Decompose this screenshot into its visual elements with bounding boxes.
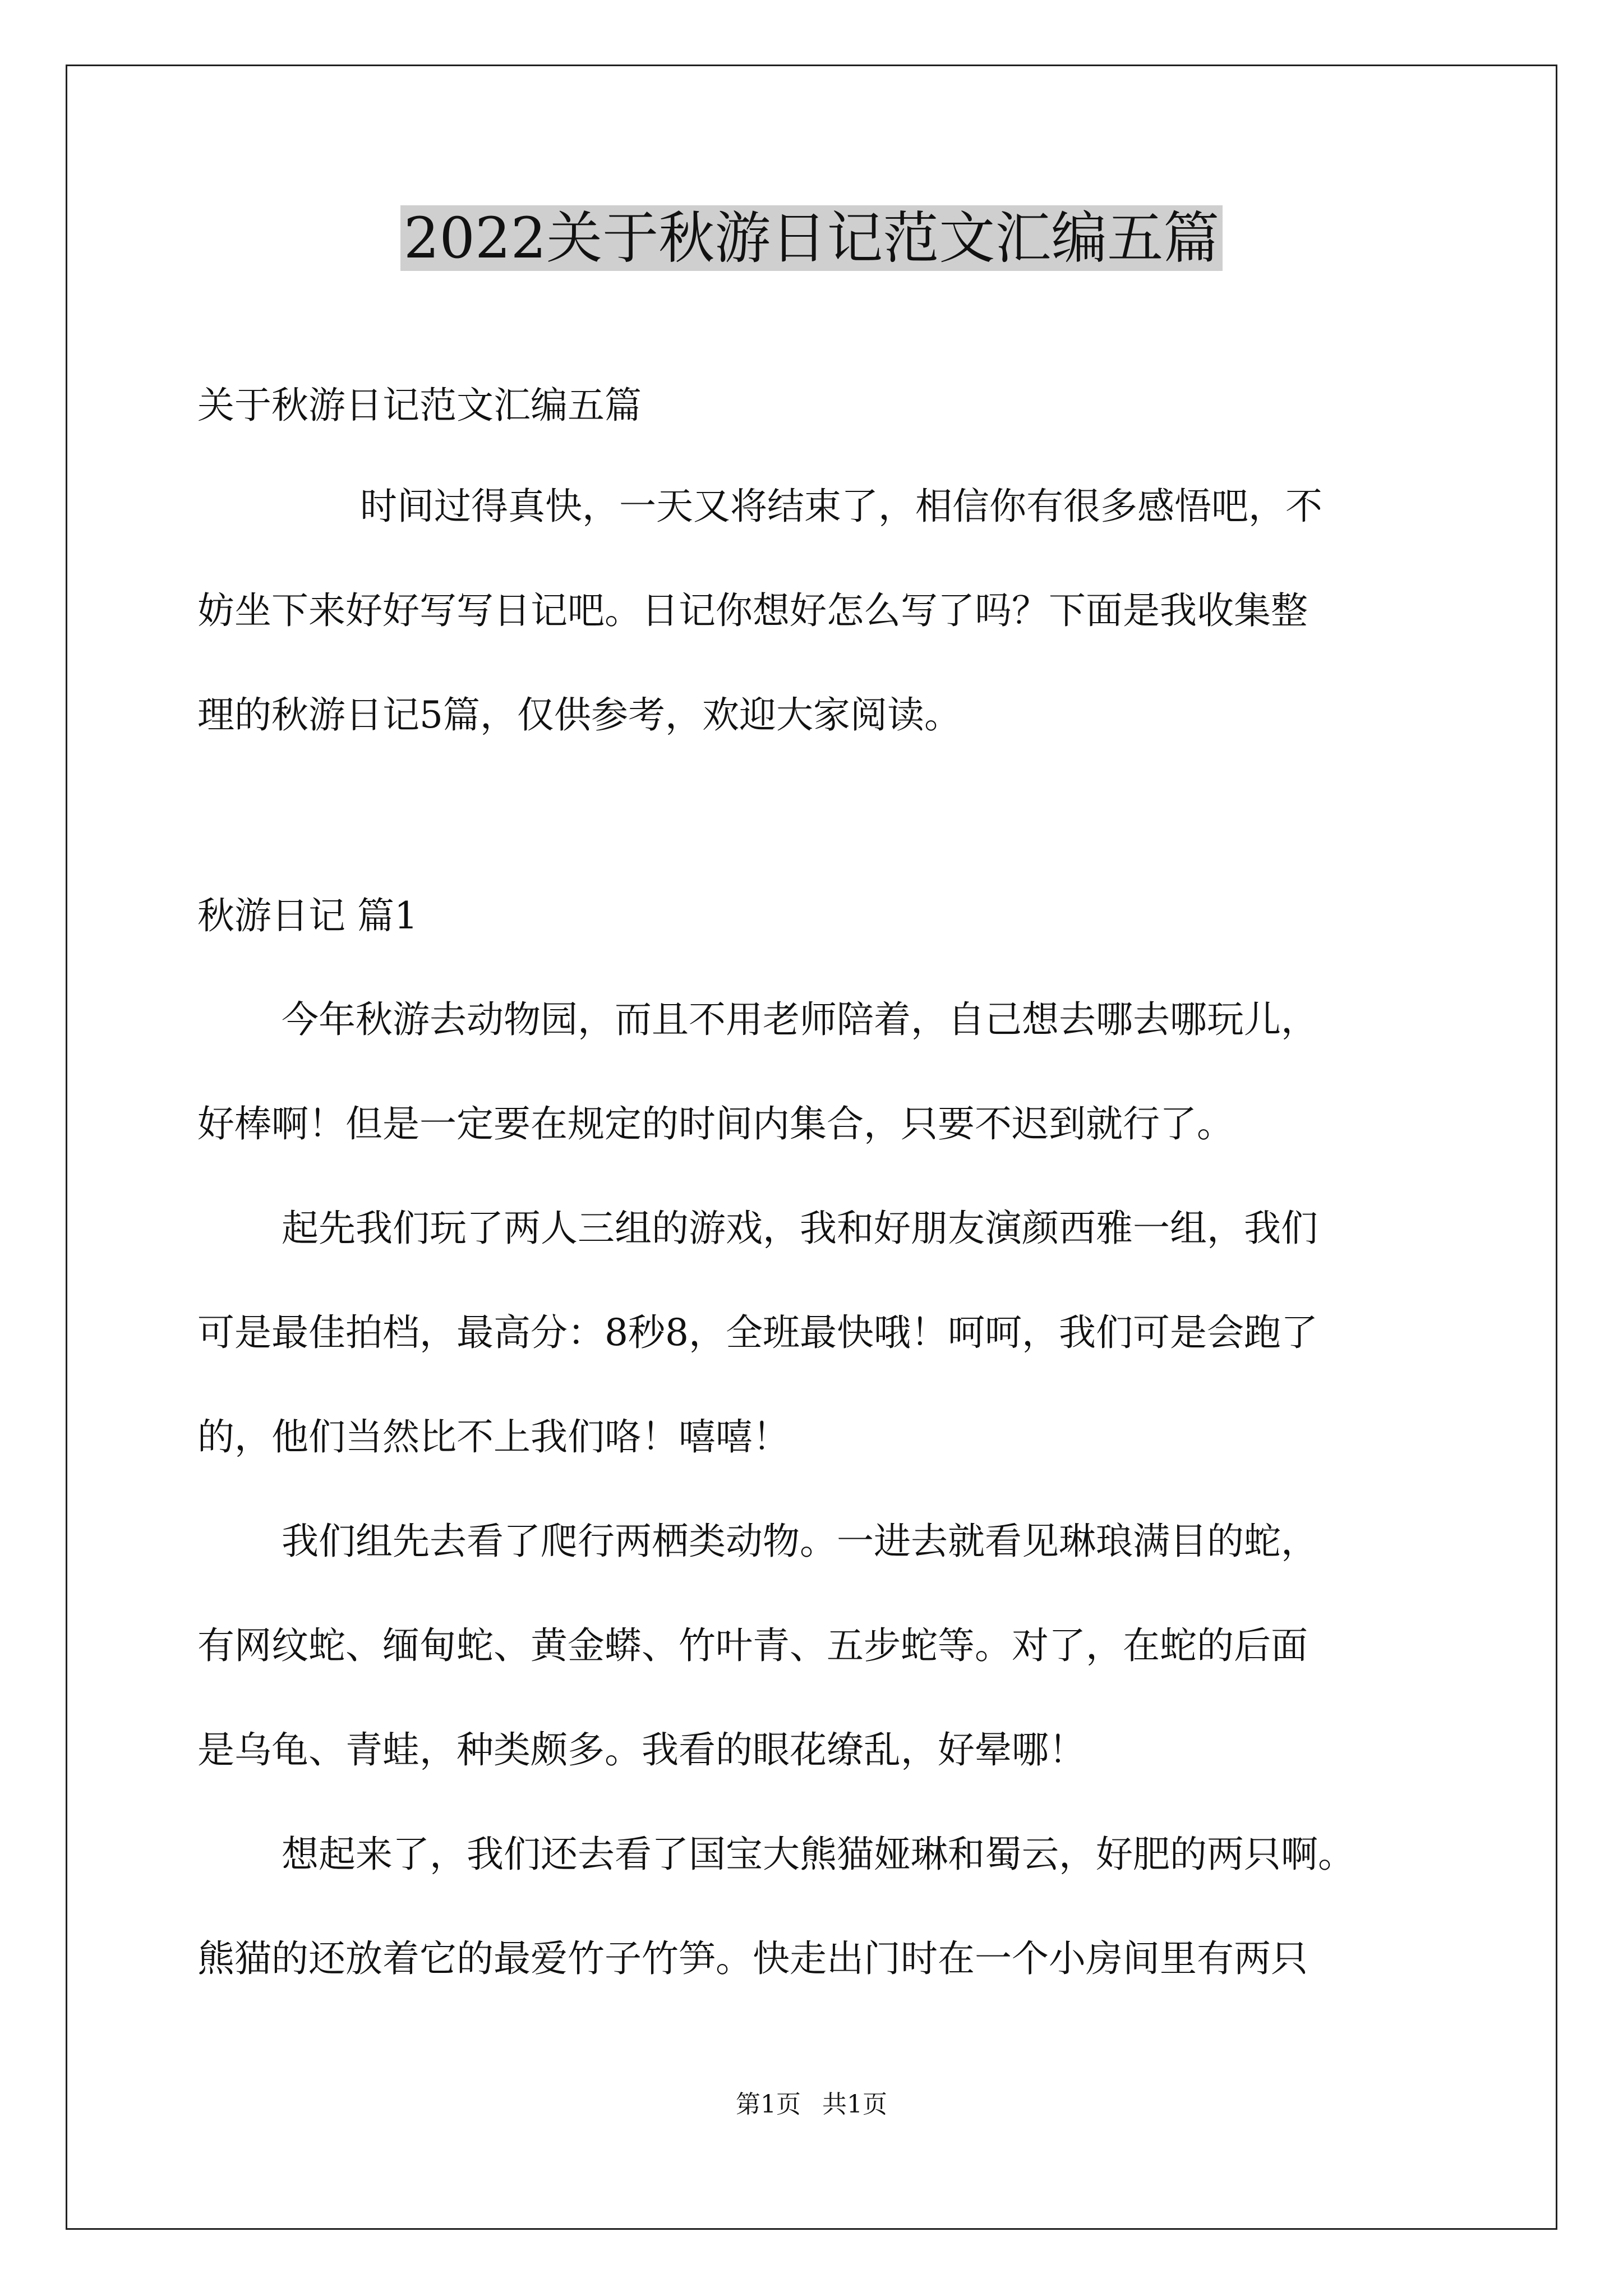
paragraph-line: 有网纹蛇、缅甸蛇、黄金蟒、竹叶青、五步蛇等。对了，在蛇的后面: [197, 1624, 1308, 1667]
paragraph-line: 今年秋游去动物园，而且不用老师陪着，自己想去哪去哪玩儿，: [282, 998, 1318, 1041]
intro-line: 妨坐下来好好写写日记吧。日记你想好怎么写了吗？下面是我收集整: [197, 589, 1308, 632]
paragraph-line: 可是最佳拍档，最高分：8秒8，全班最快哦！呵呵，我们可是会跑了: [197, 1311, 1318, 1354]
paragraph-line: 起先我们玩了两人三组的游戏，我和好朋友演颜西雅一组，我们: [282, 1207, 1318, 1250]
paragraph-line: 想起来了，我们还去看了国宝大熊猫娅琳和蜀云，好肥的两只啊。: [282, 1833, 1355, 1876]
document-subtitle: 关于秋游日记范文汇编五篇: [197, 384, 642, 427]
document-title: [0, 199, 1623, 278]
intro-line: 理的秋游日记5篇，仅供参考，欢迎大家阅读。: [197, 693, 961, 737]
paragraph-line: 是乌龟、青蛙，种类颇多。我看的眼花缭乱，好晕哪！: [197, 1728, 1086, 1772]
section-heading: 秋游日记 篇1: [197, 894, 418, 937]
paragraph-line: 熊猫的还放着它的最爱竹子竹笋。快走出门时在一个小房间里有两只: [197, 1937, 1308, 1980]
paragraph-line: 我们组先去看了爬行两栖类动物。一进去就看见琳琅满目的蛇，: [282, 1520, 1318, 1563]
paragraph-line: 好棒啊！但是一定要在规定的时间内集合，只要不迟到就行了。: [197, 1102, 1234, 1145]
page-footer: 第1页 共1页: [736, 2090, 887, 2119]
intro-line: 时间过得真快，一天又将结束了，相信你有很多感悟吧，不: [360, 485, 1322, 528]
paragraph-line: 的，他们当然比不上我们咯！嘻嘻！: [197, 1415, 790, 1458]
document-title-text: 2022关于秋游日记范文汇编五篇: [400, 205, 1223, 271]
